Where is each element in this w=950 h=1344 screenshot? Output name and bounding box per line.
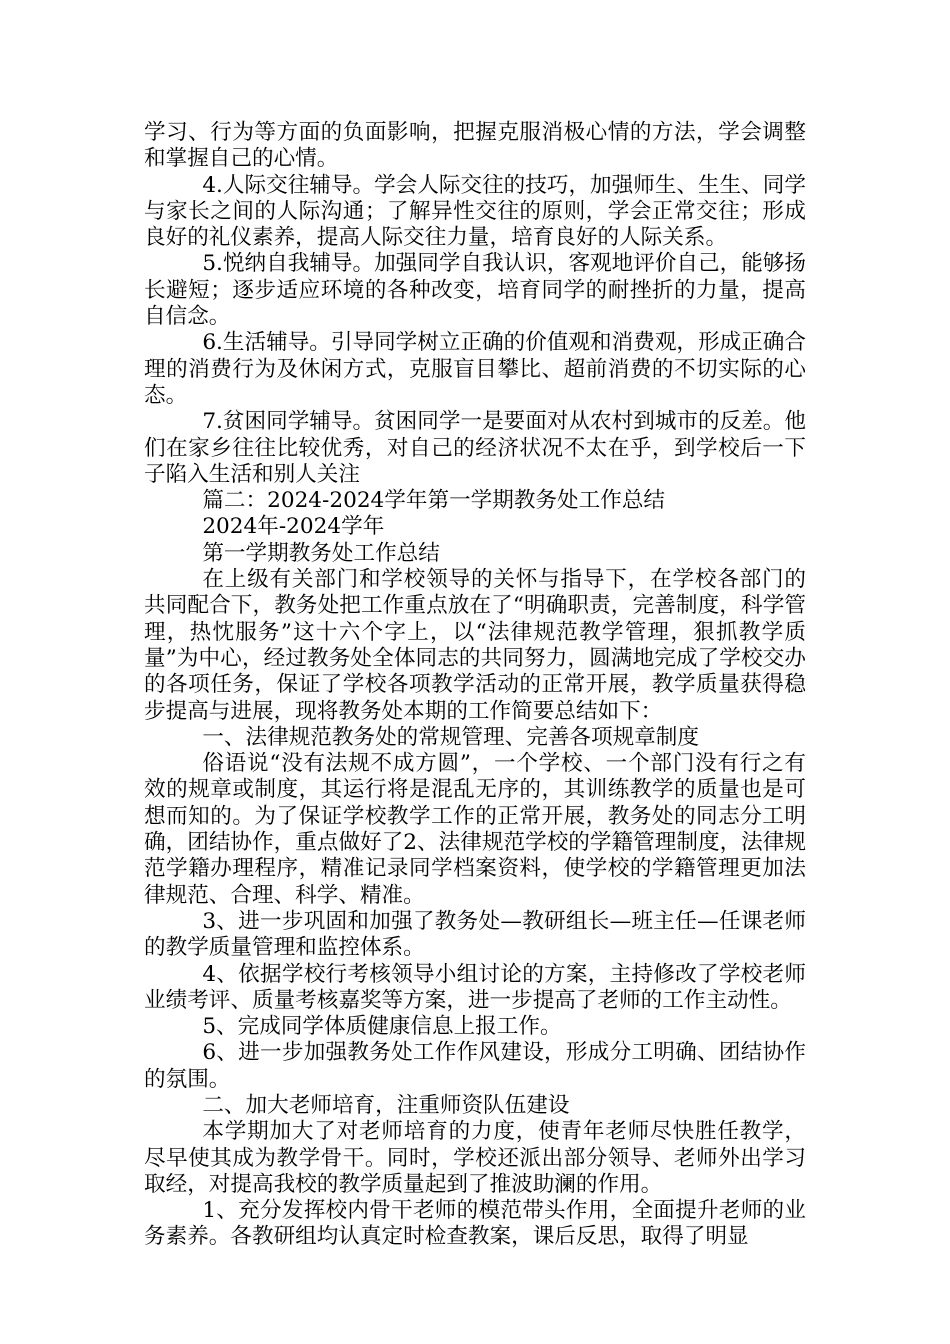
paragraph: 3、进一步巩固和加强了教务处—教研组长—班主任—任课老师的教学质量管理和监控体系。 bbox=[144, 908, 806, 961]
paragraph: 俗语说“没有法规不成方圆”，一个学校、一个部门没有行之有效的规章或制度，其运行将是混乱无序的，其训练教学的质量也是可想而知的。为了保证学校教学工作的正常开展，教务处的同志分工明确，团结协作，重点做好了2、法律规范学校的学籍管理制度，法律规范学籍办理程序，精准记录同学档案资料，使学校的学籍管理更加法律规范、合理、科学、精准。 bbox=[144, 751, 806, 908]
summary-title: 第一学期教务处工作总结 bbox=[202, 540, 440, 566]
school-year-line: 2024年-2024学年 bbox=[202, 514, 385, 540]
paragraph: 7.贫困同学辅导。贫困同学一是要面对从农村到城市的反差。他们在家乡往往比较优秀，对自己的经济状况不太在乎，到学校后一下子陷入生活和别人关注 bbox=[144, 409, 806, 487]
paragraph: 5.悦纳自我辅导。加强同学自我认识，客观地评价自己，能够扬长避短；逐步适应环境的各种改变，培育同学的耐挫折的力量，提高自信念。 bbox=[144, 251, 806, 330]
paragraph: 4.人际交往辅导。学会人际交往的技巧，加强师生、生生、同学与家长之间的人际沟通；了解异性交往的原则，学会正常交往；形成良好的礼仪素养，提高人际交往力量，培育良好的人际关系。 bbox=[144, 172, 806, 251]
paragraph: 5、完成同学体质健康信息上报工作。 bbox=[202, 1014, 562, 1040]
paragraph: 在上级有关部门和学校领导的关怀与指导下，在学校各部门的共同配合下，教务处把工作重点放在了“明确职责，完善制度，科学管理，热忱服务”这十六个字上，以“法律规范教学管理，狠抓教学质量”为中心，经过教务处全体同志的共同努力，圆满地完成了学校交办的各项任务，保证了学校各项教学活动的正常开展，教学质量获得稳步提高与进展，现将教务处本期的工作简要总结如下： bbox=[144, 567, 806, 724]
document-page bbox=[144, 120, 806, 1251]
section-heading-1: 一、法律规范教务处的常规管理、完善各项规章制度 bbox=[202, 724, 699, 750]
paragraph: 6.生活辅导。引导同学树立正确的价值观和消费观，形成正确合理的消费行为及休闲方式，克服盲目攀比、超前消费的不切实际的心态。 bbox=[144, 330, 806, 408]
paragraph: 学习、行为等方面的负面影响，把握克服消极心情的方法，学会调整和掌握自己的心情。 bbox=[144, 120, 806, 172]
paragraph: 4、依据学校行考核领导小组讨论的方案，主持修改了学校老师业绩考评、质量考核嘉奖等方案，进一步提高了老师的工作主动性。 bbox=[144, 961, 806, 1013]
section-title: 篇二：2024-2024学年第一学期教务处工作总结 bbox=[202, 488, 666, 514]
section-heading-2: 二、加大老师培育，注重师资队伍建设 bbox=[202, 1092, 570, 1118]
paragraph: 本学期加大了对老师培育的力度，使青年老师尽快胜任教学，尽早使其成为教学骨干。同时，学校还派出部分领导、老师外出学习取经，对提高我校的教学质量起到了推波助澜的作用。 bbox=[144, 1119, 806, 1197]
paragraph: 6、进一步加强教务处工作作风建设，形成分工明确、团结协作的氛围。 bbox=[144, 1040, 806, 1092]
paragraph: 1、充分发挥校内骨干老师的模范带头作用，全面提升老师的业务素养。各教研组均认真定时检查教案，课后反思，取得了明显 bbox=[144, 1198, 806, 1250]
